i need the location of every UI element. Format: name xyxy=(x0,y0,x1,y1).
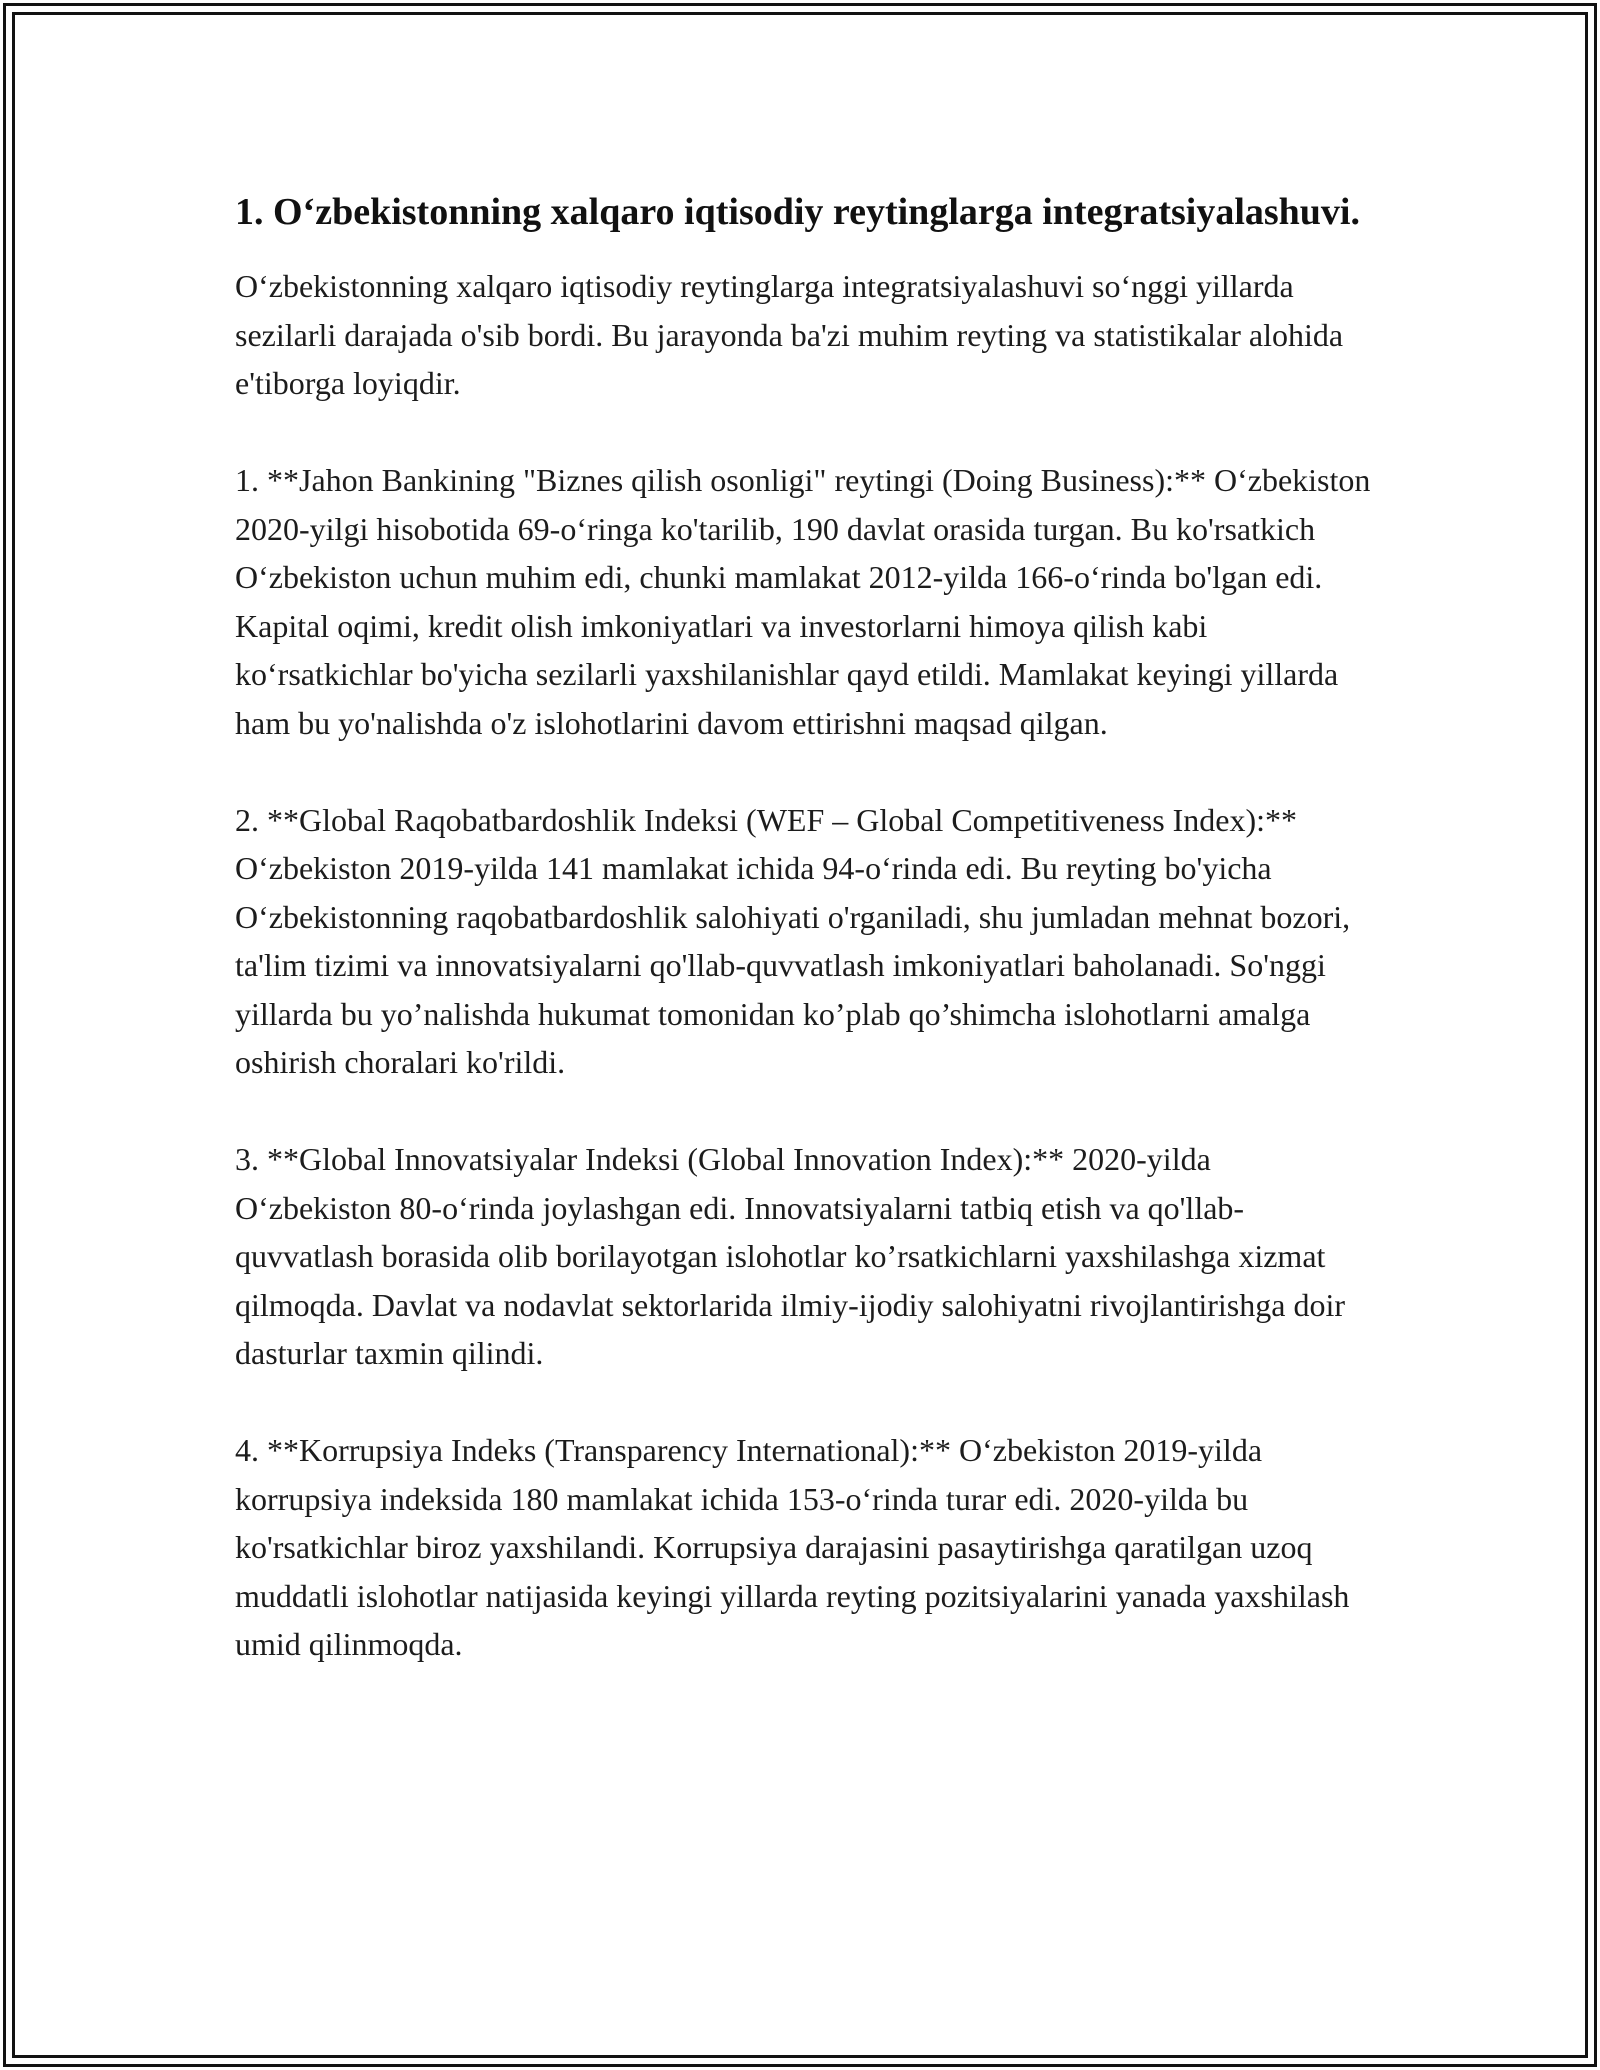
intro-paragraph: O‘zbekistonning xalqaro iqtisodiy reytinglarga integratsiyalashuvi so‘nggi yillarda sezilarli darajada o'sib bordi. Bu jarayonda ba'zi muhim reyting va statistikalar alohida e'tiborga loyiqdir. xyxy=(235,268,1344,401)
document-body xyxy=(235,184,1375,1717)
list-item-competitiveness-index: 2. **Global Raqobatbardoshlik Indeksi (WEF – Global Competitiveness Index):** O‘zbekiston 2019-yilda 141 mamlakat ichida 94-o‘rinda edi. Bu reyting bo'yicha O‘zbekistonning raqobatbardoshlik salohiyati o'rganiladi, shu jumladan mehnat bozori, ta'lim tizimi va innovatsiyalarni qo'llab-quvvatlash imkoniyatlari baholanadi. So'nggi yillarda bu yo’nalishda hukumat tomonidan ko’plab qo’shimcha islohotlarni amalga oshirish choralari ko'rildi. xyxy=(235,801,1351,1080)
section-heading: 1. O‘zbekistonning xalqaro iqtisodiy reytinglarga integratsiyalashuvi. xyxy=(235,191,1360,233)
list-item-innovation-index: 3. **Global Innovatsiyalar Indeksi (Global Innovation Index):** 2020-yilda O‘zbekiston 80-o‘rinda joylashgan edi. Innovatsiyalarni tatbiq etish va qo'llab-quvvatlash borasida olib borilayotgan islohotlar ko’rsatkichlarni yaxshilashga xizmat qilmoqda. Davlat va nodavlat sektorlarida ilmiy-ijodiy salohiyatni rivojlantirishga doir dasturlar taxmin qilindi. xyxy=(235,1141,1345,1371)
list-item-doing-business: 1. **Jahon Bankining "Biznes qilish osonligi" reytingi (Doing Business):** O‘zbekiston 2020-yilgi hisobotida 69-o‘ringa ko'tarilib, 190 davlat orasida turgan. Bu ko'rsatkich O‘zbekiston uchun muhim edi, chunki mamlakat 2012-yilda 166-o‘rinda bo'lgan edi. Kapital oqimi, kredit olish imkoniyatlari va investorlarni himoya qilish kabi ko‘rsatkichlar bo'yicha sezilarli yaxshilanishlar qayd etildi. Mamlakat keyingi yillarda ham bu yo'nalishda o'z islohotlarini davom ettirishni maqsad qilgan. xyxy=(235,462,1371,741)
list-item-corruption-index: 4. **Korrupsiya Indeks (Transparency International):** O‘zbekiston 2019-yilda korrupsiya indeksida 180 mamlakat ichida 153-o‘rinda turar edi. 2020-yilda bu ko'rsatkichlar biroz yaxshilandi. Korrupsiya darajasini pasaytirishga qaratilgan uzoq muddatli islohotlar natijasida keyingi yillarda reyting pozitsiyalarini yanada yaxshilash umid qilinmoqda. xyxy=(235,1432,1350,1662)
